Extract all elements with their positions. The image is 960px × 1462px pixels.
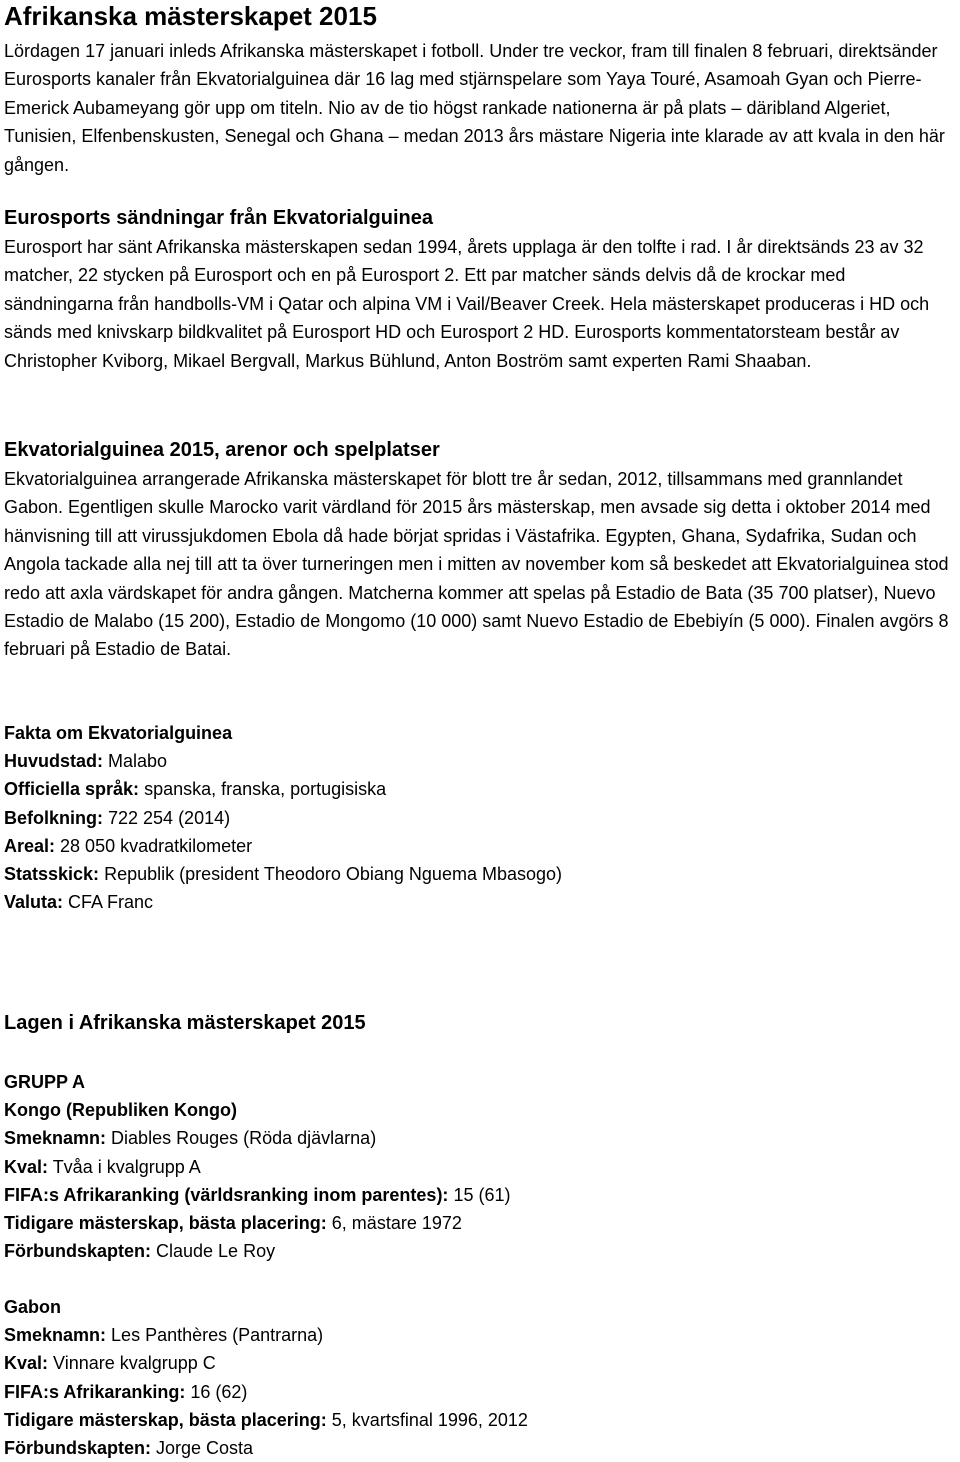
- team-attribute: [4, 1181, 956, 1209]
- fact-label: Statsskick:: [4, 864, 100, 885]
- intro-paragraph: Lördagen 17 januari inleds Afrikanska mästerskapet i fotboll. Under tre veckor, fram till finalen 8 februari, direktsänder Eurosports kanaler från Ekvatorialguinea där 16 lag med stjärnspelare som Yaya Touré, Asamoah Gyan och Pierre-Emerick Aubameyang gör upp om titeln. Nio av de tio högst rankade nationerna är på plats – däribland Algeriet, Tunisien, Elfenbenskusten, Senegal och Ghana – medan 2013 års mästare Nigeria inte klarade av att kvala in den här gången.: [4, 41, 945, 175]
- attribute-value: 5, kvartsfinal 1996, 2012: [326, 1409, 528, 1430]
- attribute-value: Vinnare kvalgrupp C: [48, 1353, 216, 1374]
- team-name: Gabon: [4, 1297, 61, 1317]
- team-gabon: [4, 1293, 956, 1462]
- attribute-value: Claude Le Roy: [151, 1241, 276, 1262]
- venues-paragraph: Ekvatorialguinea arrangerade Afrikanska mästerskapet för blott tre år sedan, 2012, tillsammans med grannlandet Gabon. Egentligen skulle Marocko varit värdland för 2015 års mästerskap, men avsade sig detta i oktober 2014 med hänvisning till att virussjukdomen Ebola då hade börjat spridas i Västafrika. Egypten, Ghana, Sydafrika, Sudan och Angola tackade alla nej till att ta över turneringen men i mitten av november kom så beskedet att Ekvatorialguinea stod redo att axla värdskapet för andra gången. Matcherna kommer att spelas på Estadio de Bata (35 700 platser), Nuevo Estadio de Malabo (15 200), Estadio de Mongomo (10 000) samt Nuevo Estadio de Ebebiyín (5 000). Finalen avgörs 8 februari på Estadio de Batai.: [4, 469, 949, 660]
- intro-section: [4, 37, 956, 179]
- team-name: Kongo (Republiken Kongo): [4, 1100, 237, 1121]
- fact-label: Befolkning:: [4, 807, 103, 828]
- attribute-label: FIFA:s Afrikaranking:: [4, 1381, 186, 1402]
- fact-value: 722 254 (2014): [103, 807, 231, 828]
- attribute-value: Diables Rouges (Röda djävlarna): [106, 1128, 377, 1149]
- fact-label: Officiella språk:: [4, 779, 140, 800]
- team-attribute: [4, 1321, 956, 1349]
- fact-government: [4, 860, 956, 888]
- teams-section: [4, 1008, 956, 1038]
- broadcast-section: [4, 203, 956, 375]
- attribute-label: Tidigare mästerskap, bästa placering:: [4, 1213, 327, 1234]
- team-attribute: [4, 1124, 956, 1152]
- attribute-label: Smeknamn:: [4, 1128, 107, 1149]
- team-attribute: [4, 1209, 956, 1237]
- fact-area: [4, 832, 956, 860]
- attribute-value: Jorge Costa: [151, 1438, 254, 1459]
- team-attribute: [4, 1349, 956, 1377]
- attribute-value: Les Panthères (Pantrarna): [106, 1325, 324, 1346]
- facts-heading: Fakta om Ekvatorialguinea: [4, 723, 233, 743]
- attribute-label: Förbundskapten:: [4, 1438, 151, 1459]
- fact-label: Huvudstad:: [4, 751, 103, 772]
- teams-heading: Lagen i Afrikanska mästerskapet 2015: [4, 1012, 366, 1034]
- venues-section: [4, 435, 956, 664]
- attribute-value: 15 (61): [448, 1184, 511, 1205]
- team-attribute: [4, 1153, 956, 1181]
- fact-label: Areal:: [4, 835, 56, 856]
- team-attribute: [4, 1406, 956, 1434]
- attribute-label: Smeknamn:: [4, 1325, 107, 1346]
- attribute-label: FIFA:s Afrikaranking (världsranking inom parentes):: [4, 1184, 449, 1205]
- fact-value: CFA Franc: [63, 892, 154, 913]
- team-attribute: [4, 1378, 956, 1406]
- team-attribute: [4, 1237, 956, 1265]
- team-attribute: [4, 1434, 956, 1462]
- fact-value: Malabo: [103, 751, 168, 772]
- group-a: [4, 1068, 956, 1265]
- attribute-value: 16 (62): [185, 1381, 248, 1402]
- fact-label: Valuta:: [4, 892, 64, 913]
- fact-value: 28 050 kvadratkilometer: [55, 835, 253, 856]
- fact-languages: [4, 775, 956, 803]
- fact-value: Republik (president Theodoro Obiang Nguema Mbasogo): [99, 864, 562, 885]
- fact-capital: [4, 747, 956, 775]
- attribute-value: Tvåa i kvalgrupp A: [48, 1156, 201, 1177]
- broadcast-paragraph: Eurosport har sänt Afrikanska mästerskapen sedan 1994, årets upplaga är den tolfte i rad. I år direktsänds 23 av 32 matcher, 22 stycken på Eurosport och en på Eurosport 2. Ett par matcher sänds delvis då de krockar med sändningarna från handbolls-VM i Qatar och alpina VM i Vail/Beaver Creek. Hela mästerskapet produceras i HD och sänds med knivskarp bildkvalitet på Eurosport HD och Eurosport 2 HD. Eurosports kommentatorsteam består av Christopher Kviborg, Mikael Bergvall, Markus Bühlund, Anton Boström samt experten Rami Shaaban.: [4, 237, 930, 371]
- attribute-label: Kval:: [4, 1353, 49, 1374]
- attribute-label: Kval:: [4, 1156, 49, 1177]
- group-heading: GRUPP A: [4, 1072, 86, 1092]
- broadcast-heading: Eurosports sändningar från Ekvatorialguinea: [4, 207, 433, 229]
- fact-value: spanska, franska, portugisiska: [139, 779, 387, 800]
- page-title: Afrikanska mästerskapet 2015: [4, 1, 377, 31]
- venues-heading: Ekvatorialguinea 2015, arenor och spelplatser: [4, 439, 440, 461]
- attribute-label: Tidigare mästerskap, bästa placering:: [4, 1409, 327, 1430]
- fact-currency: [4, 888, 956, 916]
- attribute-value: 6, mästare 1972: [326, 1213, 462, 1234]
- attribute-label: Förbundskapten:: [4, 1241, 151, 1262]
- facts-section: [4, 719, 956, 916]
- fact-population: [4, 804, 956, 832]
